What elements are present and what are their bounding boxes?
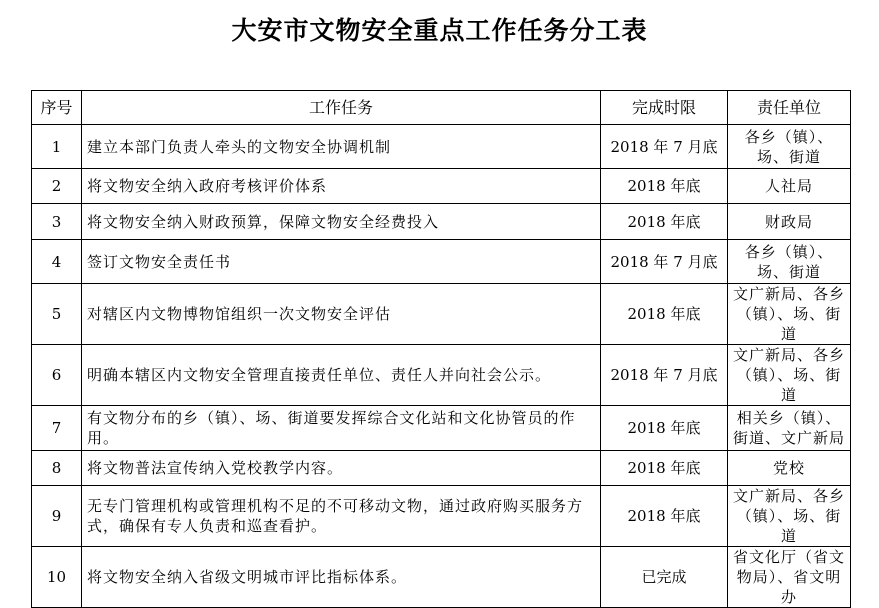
row-task: 将文物普法宣传纳入党校教学内容。 xyxy=(82,451,601,486)
row-unit: 党校 xyxy=(728,451,851,486)
table-row xyxy=(32,240,851,284)
table-row xyxy=(32,125,851,169)
row-index: 3 xyxy=(32,204,82,240)
row-task: 将文物安全纳入政府考核评价体系 xyxy=(82,169,601,204)
row-unit: 人社局 xyxy=(728,169,851,204)
row-task: 对辖区内文物博物馆组织一次文物安全评估 xyxy=(82,284,601,345)
row-unit: 各乡（镇）、场、街道 xyxy=(728,125,851,169)
row-task: 建立本部门负责人牵头的文物安全协调机制 xyxy=(82,125,601,169)
row-index: 2 xyxy=(32,169,82,204)
table-row xyxy=(32,345,851,406)
row-index: 1 xyxy=(32,125,82,169)
table-row xyxy=(32,486,851,547)
row-task: 将文物安全纳入财政预算，保障文物安全经费投入 xyxy=(82,204,601,240)
row-task: 将文物安全纳入省级文明城市评比指标体系。 xyxy=(82,547,601,608)
row-deadline: 已完成 xyxy=(601,547,728,608)
row-unit: 相关乡（镇）、街道、文广新局 xyxy=(728,406,851,451)
row-task: 有文物分布的乡（镇）、场、街道要发挥综合文化站和文化协管员的作用。 xyxy=(82,406,601,451)
row-unit: 财政局 xyxy=(728,204,851,240)
page-title: 大安市文物安全重点工作任务分工表 xyxy=(231,16,648,45)
row-unit: 省文化厅（省文物局）、省文明办 xyxy=(728,547,851,608)
row-unit: 文广新局、各乡（镇）、场、街道 xyxy=(728,486,851,547)
row-deadline: 2018 年底 xyxy=(601,204,728,240)
row-deadline: 2018 年底 xyxy=(601,406,728,451)
row-deadline: 2018 年 7 月底 xyxy=(601,125,728,169)
table-header-row xyxy=(32,91,851,125)
row-deadline: 2018 年底 xyxy=(601,169,728,204)
row-task: 签订文物安全责任书 xyxy=(82,240,601,284)
row-index: 4 xyxy=(32,240,82,284)
header-task: 工作任务 xyxy=(82,91,601,125)
task-table xyxy=(31,90,851,608)
header-deadline: 完成时限 xyxy=(601,91,728,125)
header-index: 序号 xyxy=(32,91,82,125)
row-deadline: 2018 年底 xyxy=(601,451,728,486)
row-index: 6 xyxy=(32,345,82,406)
table-row xyxy=(32,169,851,204)
row-index: 8 xyxy=(32,451,82,486)
row-index: 5 xyxy=(32,284,82,345)
row-deadline: 2018 年底 xyxy=(601,486,728,547)
row-unit: 文广新局、各乡（镇）、场、街道 xyxy=(728,345,851,406)
row-deadline: 2018 年 7 月底 xyxy=(601,345,728,406)
table-row xyxy=(32,204,851,240)
table-row xyxy=(32,451,851,486)
row-task: 明确本辖区内文物安全管理直接责任单位、责任人并向社会公示。 xyxy=(82,345,601,406)
row-unit: 文广新局、各乡（镇）、场、街道 xyxy=(728,284,851,345)
table-row xyxy=(32,406,851,451)
row-unit: 各乡（镇）、场、街道 xyxy=(728,240,851,284)
header-unit: 责任单位 xyxy=(728,91,851,125)
row-index: 9 xyxy=(32,486,82,547)
row-index: 7 xyxy=(32,406,82,451)
table-row xyxy=(32,547,851,608)
row-index: 10 xyxy=(32,547,82,608)
row-deadline: 2018 年 7 月底 xyxy=(601,240,728,284)
table-row xyxy=(32,284,851,345)
row-deadline: 2018 年底 xyxy=(601,284,728,345)
row-task: 无专门管理机构或管理机构不足的不可移动文物，通过政府购买服务方式，确保有专人负责和巡查看护。 xyxy=(82,486,601,547)
